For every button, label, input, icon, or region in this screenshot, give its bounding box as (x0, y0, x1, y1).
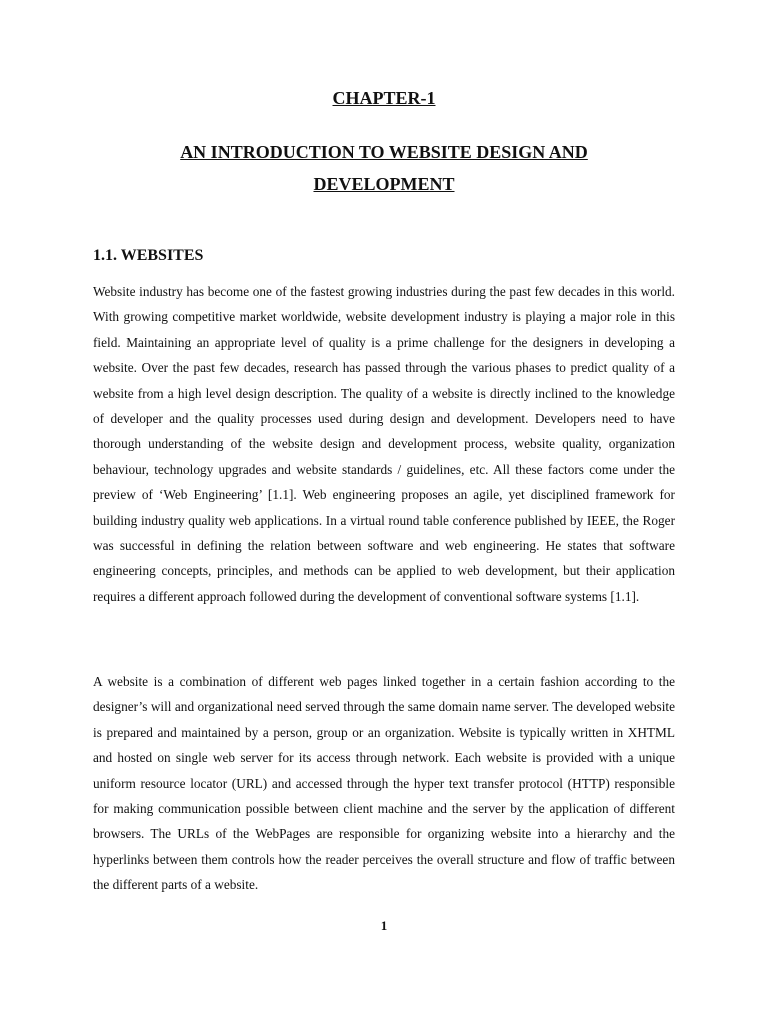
page-number: 1 (380, 918, 388, 933)
body-paragraph-2: A website is a combination of different web pages linked together in a certain fashion according to the designer’s will and organizational need served through the same domain name server. The developed website is prepared and maintained by a person, group or an organization. Website is typically written in XHTML and hosted on single web server for its access through network. Each website is provided with a unique uniform resource locator (URL) and accessed through the hyper text transfer protocol (HTTP) responsible for making communication possible between client machine and the server by the application of different browsers. The URLs of the WebPages are responsible for organizing website into a hierarchy and the hyperlinks between them controls how the reader perceives the overall structure and flow of traffic between the different parts of a website. (93, 674, 675, 893)
body-paragraph-1: Website industry has become one of the fastest growing industries during the past few decades in this world. With growing competitive market worldwide, website development industry is playing a major role in this field. Maintaining an appropriate level of quality is a prime challenge for the designers in developing a website. Over the past few decades, research has passed through the various phases to predict quality of a website from a high level design description. The quality of a website is directly inclined to the knowledge of developer and the quality processes used during design and development. Developers need to have thorough understanding of the website design and development process, website quality, organization behaviour, technology upgrades and website standards / guidelines, etc. All these factors come under the preview of ‘Web Engineering’ [1.1]. Web engineering proposes an agile, yet disciplined framework for building industry quality web applications. In a virtual round table conference published by IEEE, the Roger was successful in defining the relation between software and web engineering. He states that software engineering concepts, principles, and methods can be applied to web development, but their application requires a different approach followed during the development of conventional software systems [1.1]. (93, 284, 675, 604)
chapter-title: AN INTRODUCTION TO WEBSITE DESIGN AND DEVELOPMENT (180, 142, 588, 194)
section-heading: 1.1. WEBSITES (93, 247, 204, 264)
chapter-label: CHAPTER-1 (332, 88, 436, 108)
